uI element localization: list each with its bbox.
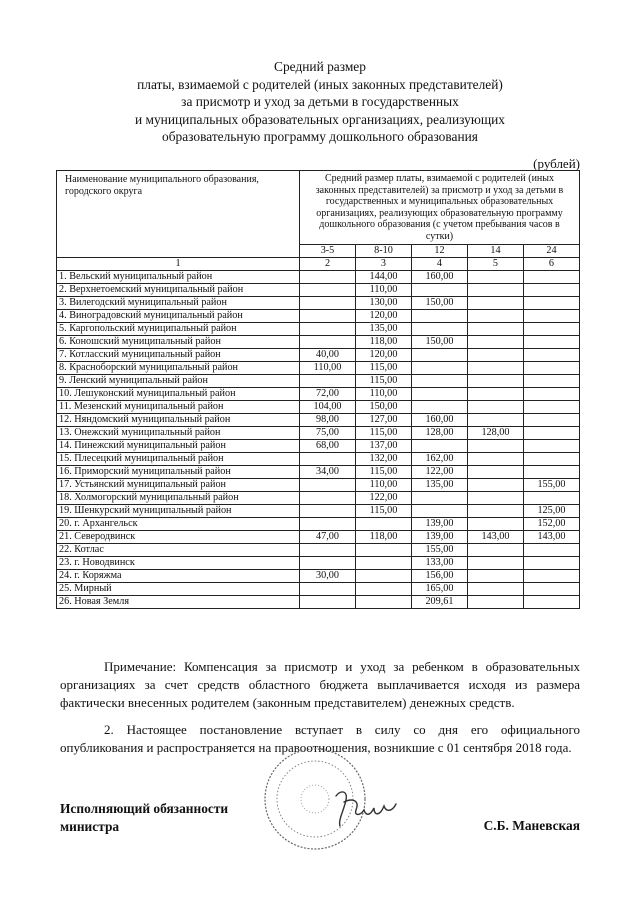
fee-value: 152,00 <box>523 518 579 531</box>
fee-value: 110,00 <box>355 284 411 297</box>
hours-header: 14 <box>467 245 523 258</box>
fee-value <box>523 427 579 440</box>
fee-value <box>467 310 523 323</box>
fee-value: 115,00 <box>355 427 411 440</box>
fee-value <box>467 271 523 284</box>
fee-value: 110,00 <box>300 362 356 375</box>
table-row <box>57 401 580 414</box>
fee-value <box>523 297 579 310</box>
title-line: и муниципальных образовательных организациях, реализующих <box>134 111 506 127</box>
fee-value: 40,00 <box>300 349 356 362</box>
title-line: за присмотр и уход за детьми в государственных <box>181 94 459 110</box>
table-row <box>57 453 580 466</box>
fee-value <box>523 583 579 596</box>
fee-value: 160,00 <box>411 414 467 427</box>
fee-value <box>467 544 523 557</box>
fee-value <box>467 414 523 427</box>
fee-value <box>467 375 523 388</box>
fee-value: 115,00 <box>355 466 411 479</box>
municipality-name: 17. Устьянский муниципальный район <box>57 479 300 492</box>
column-number: 2 <box>300 258 356 271</box>
fee-value <box>523 323 579 336</box>
signatory-title-line: министра <box>60 818 120 834</box>
table-row <box>57 375 580 388</box>
municipality-name: 3. Вилегодский муниципальный район <box>57 297 300 310</box>
fee-value <box>467 596 523 609</box>
fee-value: 132,00 <box>355 453 411 466</box>
municipality-name: 2. Верхнетоемский муниципальный район <box>57 284 300 297</box>
signature-icon <box>330 786 400 836</box>
title-line: Средний размер <box>274 59 366 74</box>
fee-value <box>467 570 523 583</box>
municipality-name: 19. Шенкурский муниципальный район <box>57 505 300 518</box>
table-row <box>57 492 580 505</box>
column-number: 1 <box>57 258 300 271</box>
fee-value: 122,00 <box>355 492 411 505</box>
fee-value: 122,00 <box>411 466 467 479</box>
fee-value <box>411 388 467 401</box>
fee-value <box>467 492 523 505</box>
municipality-name: 12. Няндомский муниципальный район <box>57 414 300 427</box>
municipality-name: 21. Северодвинск <box>57 531 300 544</box>
fee-value <box>467 557 523 570</box>
fee-value <box>300 336 356 349</box>
fee-value <box>523 557 579 570</box>
fee-value <box>355 583 411 596</box>
fee-value <box>523 453 579 466</box>
fee-value: 34,00 <box>300 466 356 479</box>
fee-value <box>411 375 467 388</box>
fee-value: 127,00 <box>355 414 411 427</box>
column-number: 6 <box>523 258 579 271</box>
municipality-name: 14. Пинежский муниципальный район <box>57 440 300 453</box>
fee-value <box>467 466 523 479</box>
currency-unit: (рублей) <box>533 156 580 171</box>
table-row <box>57 284 580 297</box>
municipality-name: 15. Плесецкий муниципальный район <box>57 453 300 466</box>
municipality-name: 23. г. Новодвинск <box>57 557 300 570</box>
municipality-name: 25. Мирный <box>57 583 300 596</box>
fee-value <box>411 492 467 505</box>
table-row <box>57 349 580 362</box>
fee-value <box>411 349 467 362</box>
table-row <box>57 557 580 570</box>
fees-table <box>56 170 580 609</box>
fee-value: 75,00 <box>300 427 356 440</box>
municipality-name: 9. Ленский муниципальный район <box>57 375 300 388</box>
fee-value: 104,00 <box>300 401 356 414</box>
fee-value: 72,00 <box>300 388 356 401</box>
fee-value: 150,00 <box>411 297 467 310</box>
table-row <box>57 479 580 492</box>
fee-value: 139,00 <box>411 531 467 544</box>
fee-value <box>523 544 579 557</box>
fee-value <box>523 414 579 427</box>
fee-value: 125,00 <box>523 505 579 518</box>
fee-value: 120,00 <box>355 310 411 323</box>
fee-value <box>523 440 579 453</box>
fee-value <box>467 362 523 375</box>
fee-value: 139,00 <box>411 518 467 531</box>
fee-value <box>467 453 523 466</box>
municipality-name: 13. Онежский муниципальный район <box>57 427 300 440</box>
fee-value <box>300 323 356 336</box>
fee-value <box>300 310 356 323</box>
fee-value <box>411 323 467 336</box>
fee-value <box>467 583 523 596</box>
fee-value <box>523 375 579 388</box>
municipality-name: 4. Виноградовский муниципальный район <box>57 310 300 323</box>
fee-value: 47,00 <box>300 531 356 544</box>
table-row <box>57 336 580 349</box>
table-row <box>57 596 580 609</box>
table-row <box>57 518 580 531</box>
fee-value: 115,00 <box>355 505 411 518</box>
hours-header: 12 <box>411 245 467 258</box>
municipality-name: 8. Красноборский муниципальный район <box>57 362 300 375</box>
fee-value <box>523 271 579 284</box>
municipality-name: 5. Каргопольский муниципальный район <box>57 323 300 336</box>
fee-value <box>523 466 579 479</box>
fee-value <box>355 570 411 583</box>
fee-value <box>467 323 523 336</box>
fee-value: 30,00 <box>300 570 356 583</box>
fee-value <box>355 557 411 570</box>
fee-value <box>467 349 523 362</box>
table-row <box>57 583 580 596</box>
note-text: Примечание: Компенсация за присмотр и уход за ребенком в образовательных организациях за счет средств областного бюджета выплачивается исходя из размера фактически внесенных родителем (законным представителем) денежных средств. <box>60 659 580 710</box>
table-row <box>57 427 580 440</box>
fee-value <box>523 596 579 609</box>
signatory-title <box>60 800 228 836</box>
fee-value: 156,00 <box>411 570 467 583</box>
table-row <box>57 544 580 557</box>
document-title <box>60 58 580 146</box>
table-row <box>57 297 580 310</box>
clause-2-text: 2. Настоящее постановление вступает в силу со дня его официального опубликования и распространяется на правоотношения, возникшие с 01 сентября 2018 года. <box>60 722 580 756</box>
fee-value <box>467 284 523 297</box>
table-row <box>57 570 580 583</box>
signatory-title-line: Исполняющий обязанности <box>60 801 229 816</box>
hours-header: 8-10 <box>355 245 411 258</box>
signatory-name: С.Б. Маневская <box>483 818 580 833</box>
fee-value <box>300 375 356 388</box>
table-row <box>57 271 580 284</box>
table-row <box>57 362 580 375</box>
table-row <box>57 531 580 544</box>
fee-value <box>467 336 523 349</box>
fee-value <box>300 479 356 492</box>
fee-value: 162,00 <box>411 453 467 466</box>
fee-value <box>523 401 579 414</box>
fee-value: 128,00 <box>411 427 467 440</box>
fee-value: 115,00 <box>355 362 411 375</box>
fee-value <box>467 440 523 453</box>
table-row <box>57 388 580 401</box>
fee-value <box>355 596 411 609</box>
municipality-name: 22. Котлас <box>57 544 300 557</box>
fee-value <box>300 453 356 466</box>
fee-value <box>467 518 523 531</box>
fee-value <box>467 401 523 414</box>
municipality-name: 6. Коношский муниципальный район <box>57 336 300 349</box>
fee-value: 118,00 <box>355 336 411 349</box>
municipality-name: 18. Холмогорский муниципальный район <box>57 492 300 505</box>
fee-value <box>300 297 356 310</box>
fee-value: 150,00 <box>411 336 467 349</box>
title-line: платы, взимаемой с родителей (иных законных представителей) <box>137 76 503 92</box>
title-line: образовательную программу дошкольного образования <box>162 129 478 145</box>
table-row <box>57 323 580 336</box>
fee-value <box>523 388 579 401</box>
fee-value <box>523 310 579 323</box>
fee-value: 209,61 <box>411 596 467 609</box>
fee-value: 68,00 <box>300 440 356 453</box>
municipality-name: 26. Новая Земля <box>57 596 300 609</box>
municipality-name: 11. Мезенский муниципальный район <box>57 401 300 414</box>
fee-value <box>411 362 467 375</box>
fee-value <box>300 544 356 557</box>
table-row <box>57 414 580 427</box>
fee-value <box>300 557 356 570</box>
fee-value: 155,00 <box>523 479 579 492</box>
column-number: 3 <box>355 258 411 271</box>
column-number: 4 <box>411 258 467 271</box>
fee-value: 155,00 <box>411 544 467 557</box>
fee-value: 133,00 <box>411 557 467 570</box>
fee-value <box>355 518 411 531</box>
fee-value: 143,00 <box>523 531 579 544</box>
column-number-row <box>57 258 580 271</box>
fee-value: 130,00 <box>355 297 411 310</box>
fee-value <box>411 401 467 414</box>
fee-value: 160,00 <box>411 271 467 284</box>
fee-value: 135,00 <box>355 323 411 336</box>
fee-value <box>300 596 356 609</box>
table-row <box>57 505 580 518</box>
municipality-name: 7. Котласский муниципальный район <box>57 349 300 362</box>
municipality-name: 20. г. Архангельск <box>57 518 300 531</box>
fee-value <box>523 570 579 583</box>
fee-value: 150,00 <box>355 401 411 414</box>
table-row <box>57 466 580 479</box>
municipality-name: 16. Приморский муниципальный район <box>57 466 300 479</box>
municipality-name: 24. г. Коряжма <box>57 570 300 583</box>
name-column-header: Наименование муниципального образования, городского округа <box>57 171 300 258</box>
fee-value: 165,00 <box>411 583 467 596</box>
fee-value <box>467 479 523 492</box>
fee-value <box>411 440 467 453</box>
column-number: 5 <box>467 258 523 271</box>
fee-value <box>411 310 467 323</box>
fee-value: 137,00 <box>355 440 411 453</box>
municipality-name: 10. Лешуконский муниципальный район <box>57 388 300 401</box>
fee-value: 98,00 <box>300 414 356 427</box>
fee-value <box>300 492 356 505</box>
note-block <box>60 658 580 757</box>
fee-value: 135,00 <box>411 479 467 492</box>
fee-value: 118,00 <box>355 531 411 544</box>
table-row <box>57 440 580 453</box>
fee-value <box>523 336 579 349</box>
fee-group-header: Средний размер платы, взимаемой с родителей (иных законных представителей) за присмотр и уход за детьми в государственных и муниципальных образовательных организациях, реализующих образовательную программу дошкольного образования (с учетом пребывания часов в сутки) <box>300 171 580 245</box>
fee-value: 143,00 <box>467 531 523 544</box>
table-row <box>57 310 580 323</box>
fee-value <box>467 297 523 310</box>
fee-value <box>300 583 356 596</box>
fee-value <box>467 505 523 518</box>
fee-value <box>300 518 356 531</box>
fee-value: 115,00 <box>355 375 411 388</box>
fee-value: 120,00 <box>355 349 411 362</box>
fee-value <box>523 492 579 505</box>
fee-value <box>355 544 411 557</box>
fee-value <box>523 349 579 362</box>
fee-value: 110,00 <box>355 479 411 492</box>
fee-value <box>523 284 579 297</box>
fee-value <box>411 284 467 297</box>
fee-value <box>411 505 467 518</box>
fee-value: 128,00 <box>467 427 523 440</box>
fee-value <box>523 362 579 375</box>
municipality-name: 1. Вельский муниципальный район <box>57 271 300 284</box>
fee-value <box>467 388 523 401</box>
fee-value: 144,00 <box>355 271 411 284</box>
hours-header: 24 <box>523 245 579 258</box>
hours-header: 3-5 <box>300 245 356 258</box>
fee-value: 110,00 <box>355 388 411 401</box>
fee-value <box>300 271 356 284</box>
fee-value <box>300 505 356 518</box>
fee-value <box>300 284 356 297</box>
